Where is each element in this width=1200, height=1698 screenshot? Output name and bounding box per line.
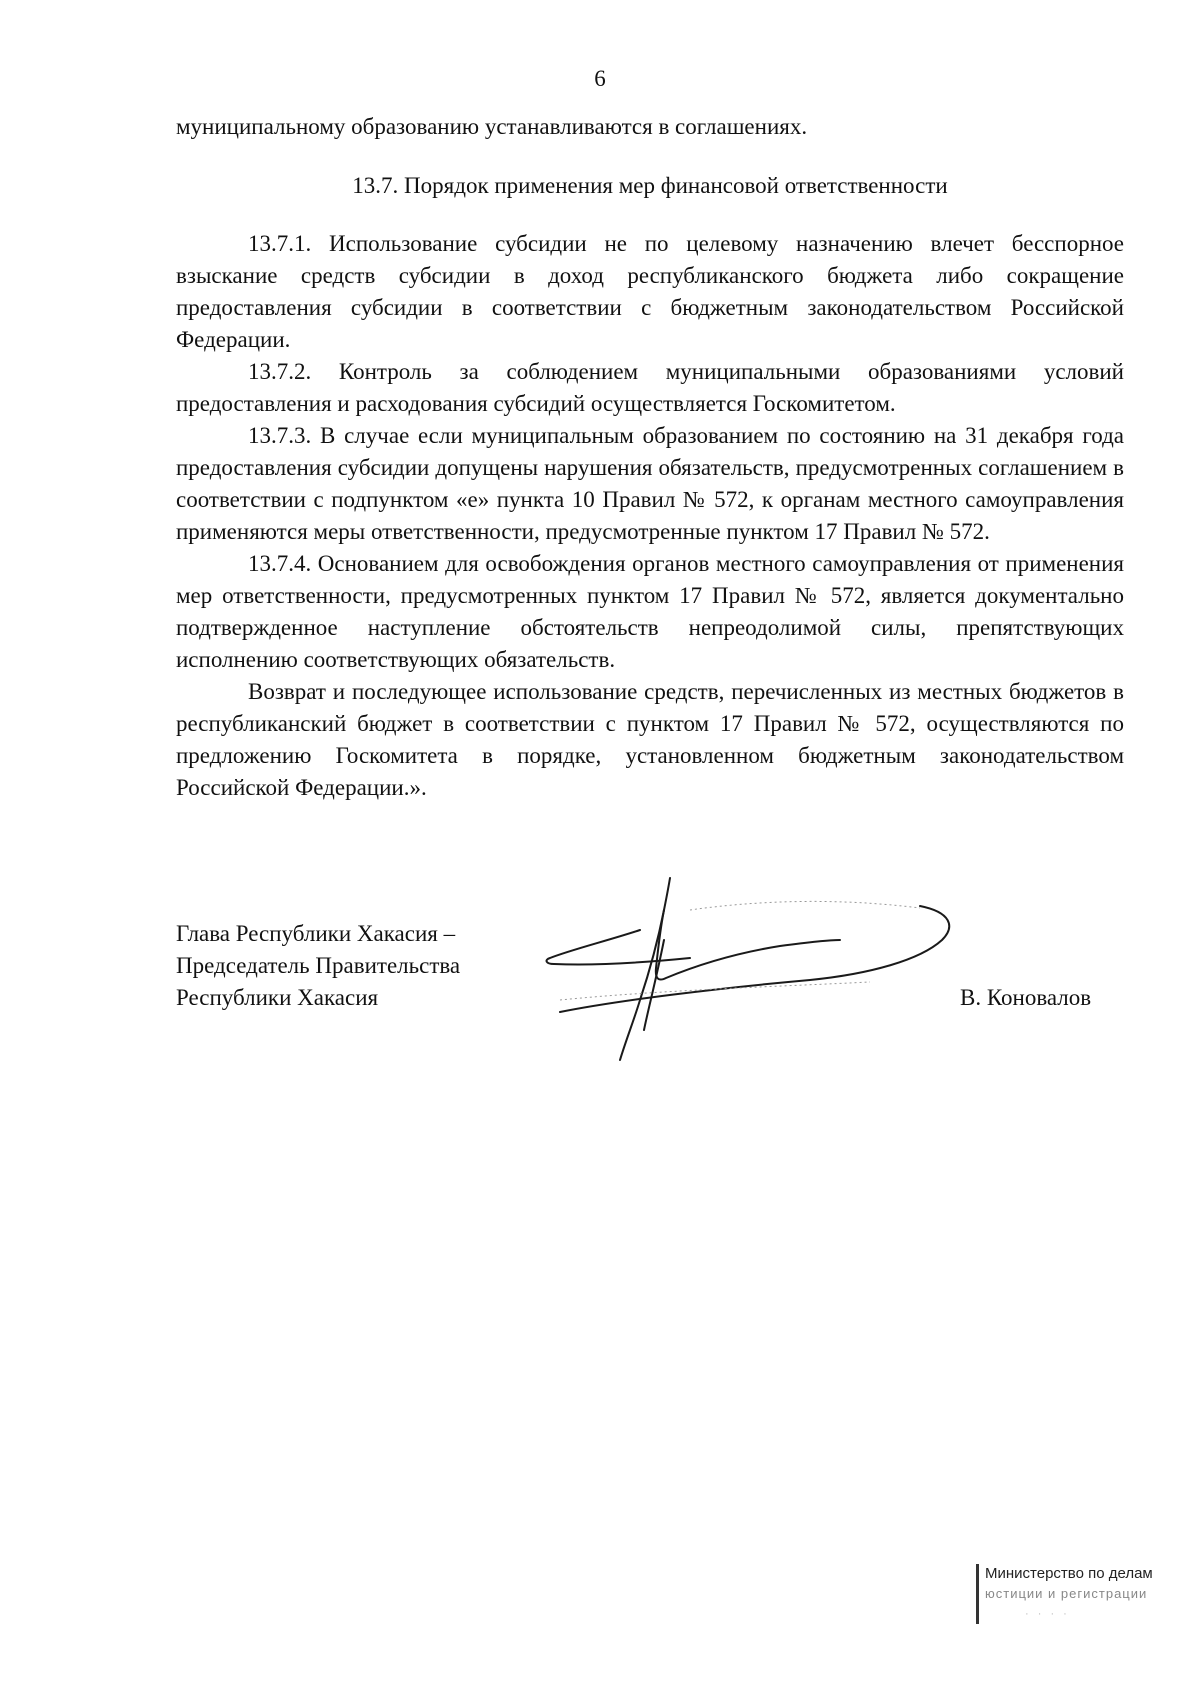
paragraph-13-7-3: 13.7.3. В случае если муниципальным образованием по состоянию на 31 декабря года предоставления субсидии допущены нарушения обязательств, предусмотренных соглашением в соответствии с подпунктом «е» пункта 10 Правил № 572, к органам местного самоуправления применяются меры ответственности, предусмотренные пунктом 17 Правил № 572.	[176, 423, 1124, 544]
stamp-line: Министерство по делам	[985, 1565, 1153, 1582]
signatory-title-line: Республики Хакасия	[176, 985, 379, 1010]
page-number: 6	[594, 66, 606, 91]
signatory-name: В. Коновалов	[960, 985, 1092, 1010]
body-text	[176, 228, 1124, 804]
stamp-line: · · · ·	[1025, 1608, 1070, 1620]
paragraph-13-7-4: 13.7.4. Основанием для освобождения органов местного самоуправления от применения мер ответственности, предусмотренных пунктом 17 Правил № 572, является документально подтвержденное наступление обстоятельств непреодолимой силы, препятствующих исполнению соответствующих обязательств.	[176, 551, 1124, 672]
signatory-title-line: Председатель Правительства	[176, 953, 461, 978]
handwritten-signature	[540, 870, 960, 1070]
paragraph-13-7-2: 13.7.2. Контроль за соблюдением муниципальными образованиями условий предоставления и расходования субсидий осуществляется Госкомитетом.	[176, 359, 1124, 416]
signatory-title	[176, 918, 460, 1014]
continuation-text: муниципальному образованию устанавливаются в соглашениях.	[176, 114, 808, 139]
signatory-title-line: Глава Республики Хакасия –	[176, 921, 456, 946]
paragraph-return-funds: Возврат и последующее использование средств, перечисленных из местных бюджетов в республиканский бюджет в соответствии с пунктом 17 Правил № 572, осуществляются по предложению Госкомитета в порядке, установленном бюджетным законодательством Российской Федерации.».	[176, 679, 1124, 800]
registration-stamp	[976, 1564, 1200, 1624]
stamp-line: юстиции и регистрации	[985, 1586, 1148, 1601]
section-heading: 13.7. Порядок применения мер финансовой ответственности	[352, 173, 948, 198]
paragraph-13-7-1: 13.7.1. Использование субсидии не по целевому назначению влечет бесспорное взыскание средств субсидии в доход республиканского бюджета либо сокращение предоставления субсидии в соответствии с бюджетным законодательством Российской Федерации.	[176, 231, 1124, 352]
